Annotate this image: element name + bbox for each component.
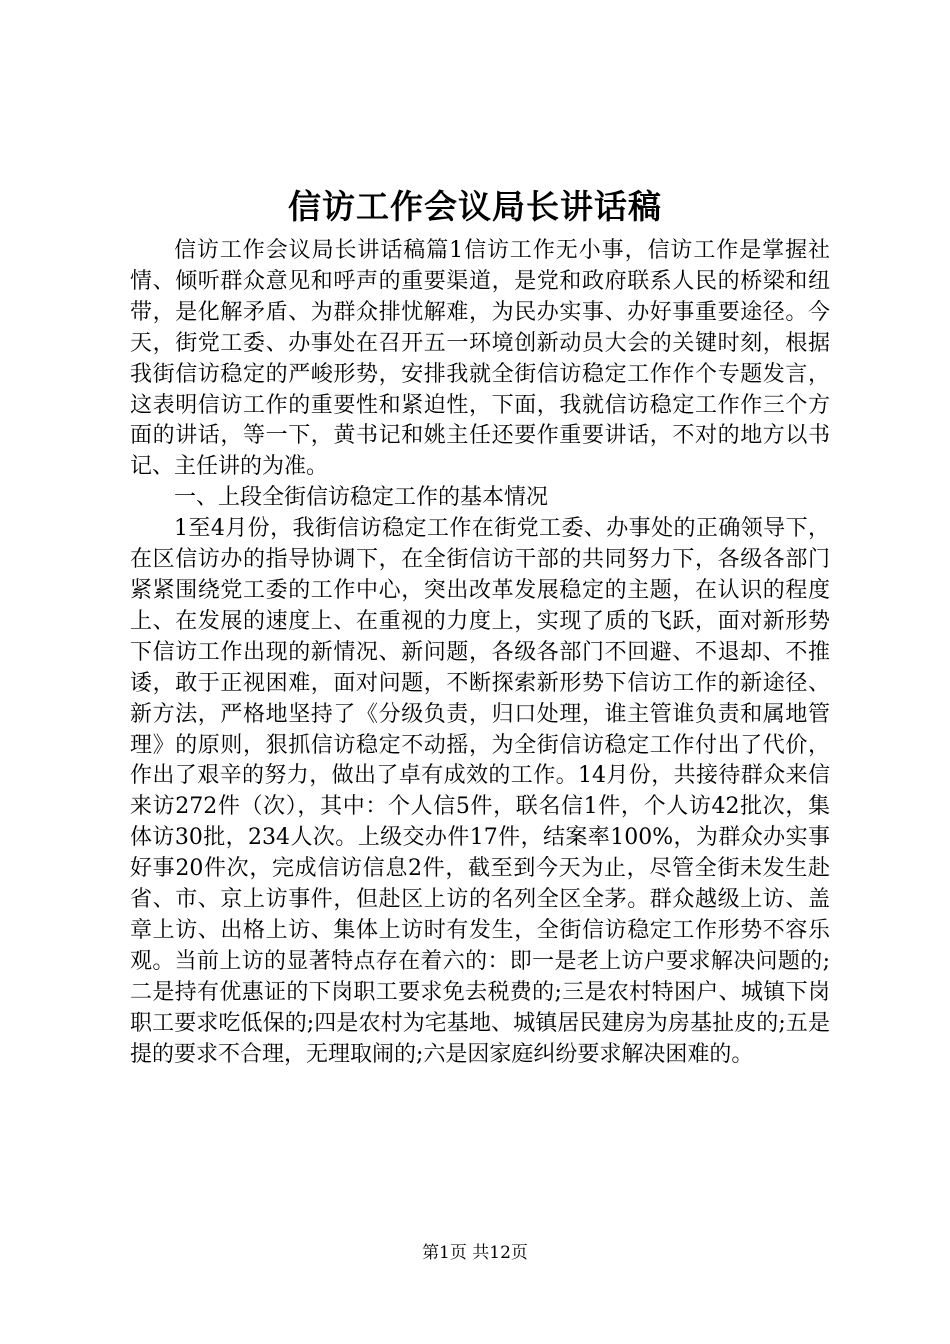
page-number-footer: 第1页 共12页 — [422, 1243, 528, 1263]
document-body — [130, 236, 830, 1070]
section-heading-1: 一、上段全街信访稳定工作的基本情况 — [174, 485, 549, 511]
paragraph-situation: 1至4月份，我街信访稳定工作在街党工委、办事处的正确领导下，在区信访办的指导协调下，在全街信访干部的共同努力下，各级各部门紧紧围绕党工委的工作中心，突出改革发展稳定的主题，在认识的程度上、在发展的速度上、在重视的力度上，实现了质的飞跃，面对新形势下信访工作出现的新情况、新问题，各级各部门不回避、不退却、不推诿，敢于正视困难，面对问题，不断探索新形势下信访工作的新途径、新方法，严格地坚持了《分级负责，归口处理，谁主管谁负责和属地管理》的原则，狠抓信访稳定不动摇，为全街信访稳定工作付出了代价，作出了艰辛的努力，做出了卓有成效的工作。14月份，共接待群众来信来访272件（次），其中：个人信5件，联名信1件，个人访42批次，集体访30批，234人次。上级交办件17件，结案率100%，为群众办实事好事20件次，完成信访信息2件，截至到今天为止，尽管全街未发生赴省、市、京上访事件，但赴区上访的名列全区全茅。群众越级上访、盖章上访、出格上访、集体上访时有发生，全街信访稳定工作形势不容乐观。当前上访的显著特点存在着六的：即一是老上访户要求解决问题的;二是持有优惠证的下岗职工要求免去税费的;三是农村特困户、城镇下岗职工要求吃低保的;四是农村为宅基地、城镇居民建房为房基扯皮的;五是提的要求不合理，无理取闹的;六是因家庭纠纷要求解决困难的。 — [130, 516, 830, 1067]
document-title: 信访工作会议局长讲话稿 — [288, 187, 662, 226]
paragraph-intro: 信访工作会议局长讲话稿篇1信访工作无小事，信访工作是掌握社情、倾听群众意见和呼声的重要渠道，是党和政府联系人民的桥梁和纽带，是化解矛盾、为群众排忧解难，为民办实事、办好事重要途径。今天，街党工委、办事处在召开五一环境创新动员大会的关键时刻，根据我街信访稳定的严峻形势，安排我就全街信访稳定工作作个专题发言，这表明信访工作的重要性和紧迫性，下面，我就信访稳定工作作三个方面的讲话，等一下，黄书记和姚主任还要作重要讲话，不对的地方以书记、主任讲的为准。 — [130, 238, 830, 480]
